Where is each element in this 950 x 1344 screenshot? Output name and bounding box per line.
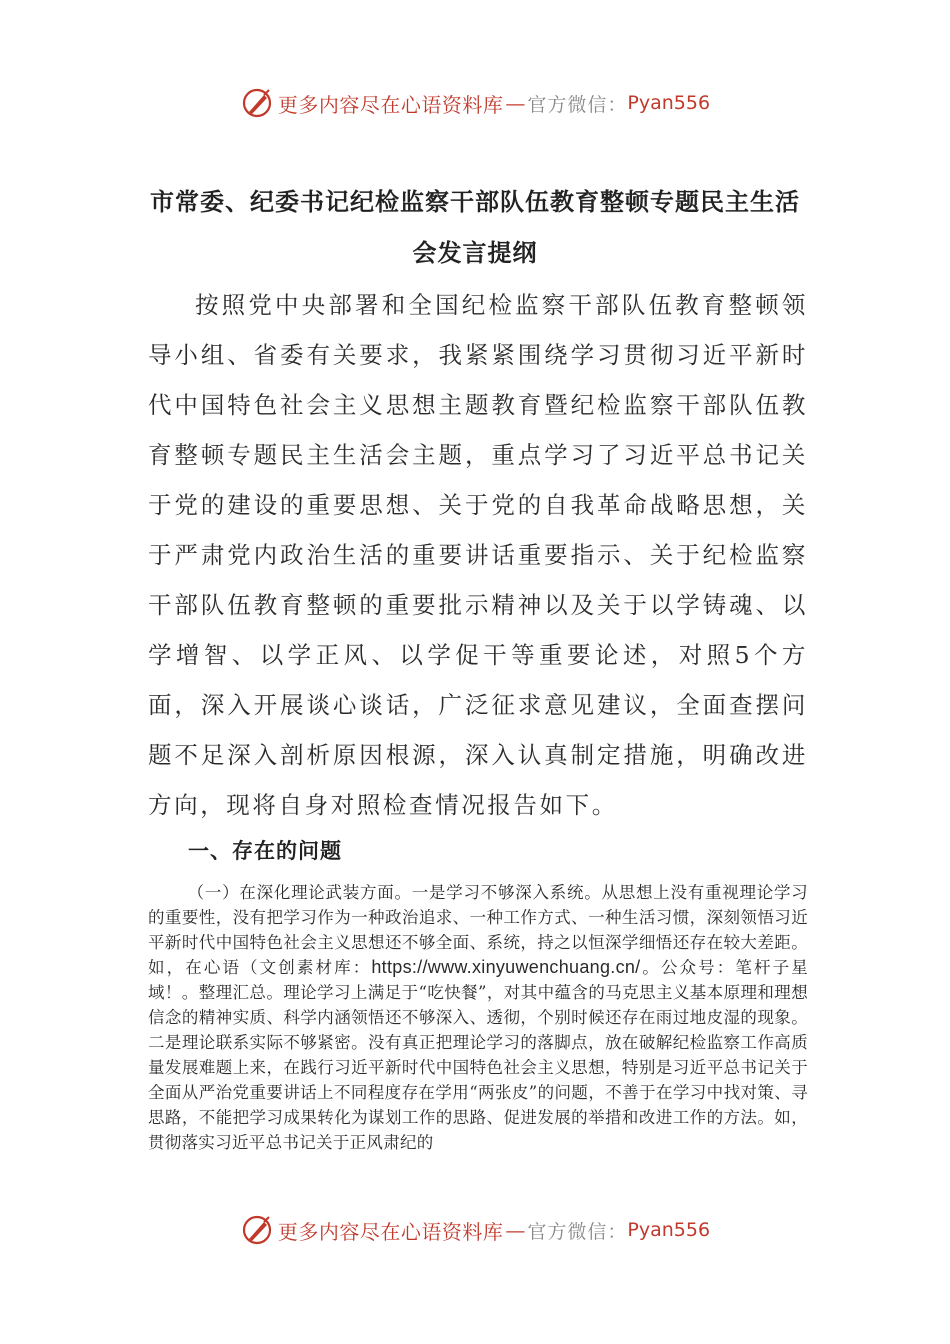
- footer-watermark-banner: [0, 1210, 950, 1250]
- pen-logo-icon: [240, 86, 274, 120]
- banner-brand-text: 更多内容尽在心语资料库: [277, 1219, 504, 1244]
- banner-account-label: 官方微信：: [527, 1220, 628, 1243]
- document-title: 市常委、纪委书记纪检监察干部队伍教育整顿专题民主生活会发言提纲: [150, 187, 800, 267]
- banner-account-id: Pyan556: [627, 92, 711, 114]
- banner-account-label: 官方微信：: [527, 93, 628, 116]
- intro-paragraph: 按照党中央部署和全国纪检监察干部队伍教育整顿领导小组、省委有关要求，我紧紧围绕学习贯彻习近平新时代中国特色社会主义思想主题教育暨纪检监察干部队伍教育整顿专题民主生活会主题，重点学习了习近平总书记关于党的建设的重要思想、关于党的自我革命战略思想，关于严肃党内政治生活的重要讲话重要指示、关于纪检监察干部队伍教育整顿的重要批示精神以及关于以学铸魂、以学增智、以学正风、以学促干等重要论述，对照5个方面，深入开展谈心谈话，广泛征求意见建议，全面查摆问题不足深入剖析原因根源，深入认真制定措施，明确改进方向，现将自身对照检查情况报告如下。: [148, 291, 808, 819]
- body-text-part1: （一）在深化理论武装方面。一是学习不够深入系统。从思想上没有重视理论学习的重要性，没有把学习作为一种政治追求、一种工作方式、一种生活习惯，深刻领悟习近平新时代中国特色社会主义思想还不够全面、系统，持之以恒深学细悟还存在较大差距。如，在心语（文创素材库：: [148, 883, 808, 977]
- banner-account-id: Pyan556: [627, 1219, 711, 1241]
- body-paragraph: [148, 880, 808, 1155]
- section-heading: 一、存在的问题: [188, 838, 342, 863]
- pen-logo-icon: [240, 1213, 274, 1247]
- banner-dash: —: [505, 1218, 526, 1242]
- banner-brand-text: 更多内容尽在心语资料库: [277, 92, 504, 117]
- header-watermark-banner: [0, 83, 950, 123]
- body-url-text: https://www.xinyuwenchuang.cn/: [371, 957, 641, 977]
- body-text-part2: 。公众号：笔杆子星域！。整理汇总。理论学习上满足于“吃快餐”，对其中蕴含的马克思主义基本原理和理想信念的精神实质、科学内涵领悟还不够深入、透彻，个别时候还存在雨过地皮湿的现象。二是理论联系实际不够紧密。没有真正把理论学习的落脚点，放在破解纪检监察工作高质量发展难题上来，在践行习近平新时代中国特色社会主义思想，特别是习近平总书记关于全面从严治党重要讲话上不同程度存在学用“两张皮”的问题，不善于在学习中找对策、寻思路，不能把学习成果转化为谋划工作的思路、促进发展的举措和改进工作的方法。如，贯彻落实习近平总书记关于正风肃纪的: [148, 958, 808, 1152]
- banner-dash: —: [505, 91, 526, 115]
